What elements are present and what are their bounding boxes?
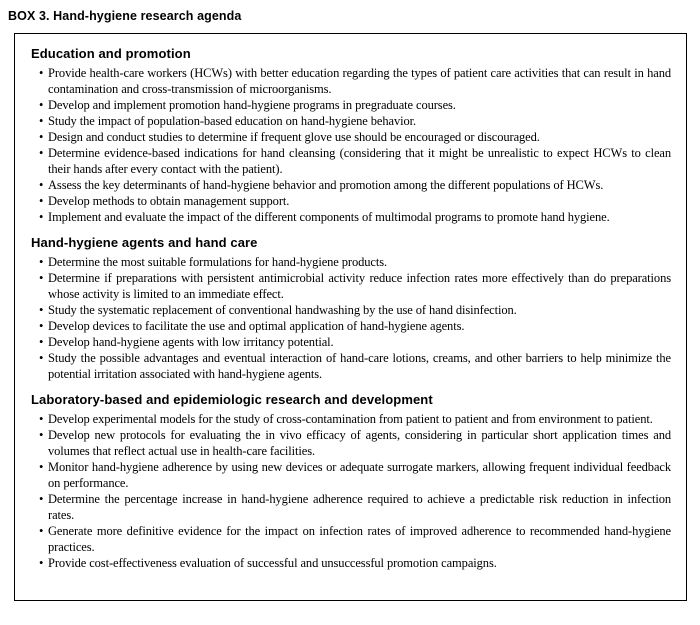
- bullet-item: • Study the impact of population-based education on hand-hygiene behavior.: [48, 113, 671, 129]
- bullet-item: • Develop devices to facilitate the use and optimal application of hand-hygiene agents.: [48, 318, 671, 334]
- bullet-item: • Develop methods to obtain management support.: [48, 193, 671, 209]
- bullet-item: • Determine evidence-based indications for hand cleansing (considering that it might be unrealistic to expect HCWs to clean their hands after every contact with the patient).: [48, 145, 671, 177]
- bullet-list: [31, 65, 671, 225]
- bullet-item: • Generate more definitive evidence for the impact on infection rates of improved adherence to recommended hand-hygiene practices.: [48, 523, 671, 555]
- agenda-section: [31, 392, 671, 571]
- bullet-item: • Provide cost-effectiveness evaluation of successful and unsuccessful promotion campaigns.: [48, 555, 671, 571]
- section-heading: Education and promotion: [31, 46, 191, 61]
- bullet-item: • Determine the most suitable formulations for hand-hygiene products.: [48, 254, 671, 270]
- bullet-item: • Determine if preparations with persistent antimicrobial activity reduce infection rates more effectively than do preparations whose activity is limited to an immediate effect.: [48, 270, 671, 302]
- bullet-item: • Develop new protocols for evaluating the in vivo efficacy of agents, considering in particular short application times and volumes that reflect actual use in health-care facilities.: [48, 427, 671, 459]
- section-heading: Hand-hygiene agents and hand care: [31, 235, 258, 250]
- agenda-section: [31, 235, 671, 382]
- bullet-item: • Develop hand-hygiene agents with low irritancy potential.: [48, 334, 671, 350]
- section-heading: Laboratory-based and epidemiologic research and development: [31, 392, 433, 407]
- box-title: BOX 3. Hand-hygiene research agenda: [8, 9, 242, 23]
- bullet-item: • Assess the key determinants of hand-hygiene behavior and promotion among the different populations of HCWs.: [48, 177, 671, 193]
- agenda-section: [31, 46, 671, 225]
- bullet-item: • Provide health-care workers (HCWs) with better education regarding the types of patient care activities that can result in hand contamination and cross-transmission of microorganisms.: [48, 65, 671, 97]
- bullet-item: • Develop experimental models for the study of cross-contamination from patient to patient and from environment to patient.: [48, 411, 671, 427]
- document-page: [0, 9, 700, 601]
- bullet-item: • Determine the percentage increase in hand-hygiene adherence required to achieve a predictable risk reduction in infection rates.: [48, 491, 671, 523]
- bullet-item: • Develop and implement promotion hand-hygiene programs in pregraduate courses.: [48, 97, 671, 113]
- bullet-list: [31, 254, 671, 382]
- bullet-list: [31, 411, 671, 571]
- research-agenda-box: [14, 33, 687, 601]
- bullet-item: • Study the systematic replacement of conventional handwashing by the use of hand disinfection.: [48, 302, 671, 318]
- bullet-item: • Study the possible advantages and eventual interaction of hand-care lotions, creams, and other barriers to help minimize the potential irritation associated with hand-hygiene agents.: [48, 350, 671, 382]
- bullet-item: • Monitor hand-hygiene adherence by using new devices or adequate surrogate markers, allowing frequent individual feedback on performance.: [48, 459, 671, 491]
- bullet-item: • Implement and evaluate the impact of the different components of multimodal programs to promote hand hygiene.: [48, 209, 671, 225]
- bullet-item: • Design and conduct studies to determine if frequent glove use should be encouraged or discouraged.: [48, 129, 671, 145]
